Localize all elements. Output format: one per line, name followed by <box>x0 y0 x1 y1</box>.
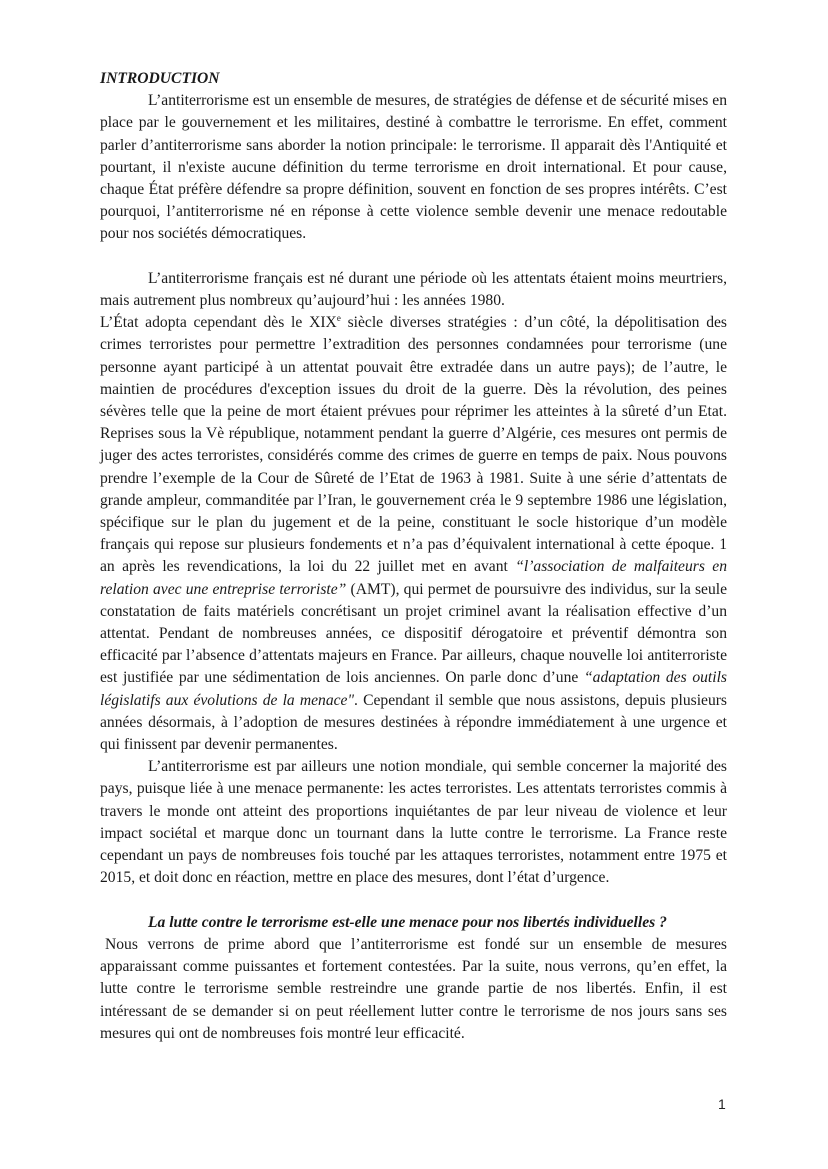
page-number: 1 <box>718 1096 726 1112</box>
history-text-c: (AMT), qui permet de poursuivre des individus, sur la seule constatation de faits matériels concrétisant un projet criminel avant la réalisation effective d’un attentat. Pendant de nombreuses années, ce dispositif dérogatoire et préventif démontra son efficacité par l’absence d’attentats majeurs en France. Par ailleurs, chaque nouvelle loi antiterroriste est justifiée par une sédimentation de lois anciennes. On parle donc d’une <box>100 580 728 687</box>
history-text-d: . Cependant il semble que nous assistons, depuis plusieurs années désormais, à l’adoption de mesures destinées à répondre immédiatement à une urgence et qui finissent par devenir permanentes. <box>100 691 728 754</box>
paragraph-origins: L’antiterrorisme français est né durant une période où les attentats étaient moins meurtriers, mais autrement plus nombreux qu’aujourd’hui : les années 1980. <box>100 269 727 310</box>
history-text-a: L’État adopta cependant dès le XIX <box>100 314 337 332</box>
paragraph-spacer <box>100 890 727 912</box>
paragraph-spacer <box>100 246 727 268</box>
section-heading: INTRODUCTION <box>100 70 220 87</box>
century-superscript: e <box>336 313 341 324</box>
paragraph-history <box>100 312 727 756</box>
problematic-question: La lutte contre le terrorisme est-elle une menace pour nos libertés individuelles ? <box>148 913 667 931</box>
paragraph-intro: L’antiterrorisme est un ensemble de mesures, de stratégies de défense et de sécurité mises en place par le gouvernement et les militaires, destiné à combattre le terrorisme. En effet, comment parler d’antiterrorisme sans aborder la notion principale: le terrorisme. Il apparait dès l'Antiquité et pourtant, il n'existe aucune définition du terme terrorisme en droit international. Et pour cause, chaque État préfère défendre sa propre définition, souvent en fonction de ses propres intérêts. C’est pourquoi, l’antiterrorisme né en réponse à cette violence semble devenir une menace redoutable pour nos sociétés démocratiques. <box>100 92 727 243</box>
document-page <box>100 68 727 1045</box>
history-text-b: siècle diverses stratégies : d’un côté, la dépolitisation des crimes terroristes pour permettre l’extradition des personnes condamnées pour terrorisme (une personne ayant participé à un attentat pouvait être extradée dans un autre pays); de l’autre, le maintien de procédures d'exception issues du droit de la guerre. Dès la révolution, des peines sévères telle que la peine de mort étaient prévues pour réprimer les atteintes à la sûreté d’un Etat. Reprises sous la Vè république, notamment pendant la guerre d’Algérie, ces mesures ont permis de juger des actes terroristes, considérés comme des crimes de guerre en temps de paix. Nous pouvons prendre l’exemple de la Cour de Sûreté de l’Etat de 1963 à 1981. Suite à une série d’attentats de grande ampleur, commanditée par l’Iran, le gouvernement créa le 9 septembre 1986 une législation, spécifique sur le plan du jugement et de la peine, constituant le socle historique d’un modèle français qui repose sur plusieurs fondements et n’a pas d’équivalent international à cette époque. 1 an après les revendications, la loi du 22 juillet met en avant <box>100 314 727 576</box>
paragraph-global: L’antiterrorisme est par ailleurs une notion mondiale, qui semble concerner la majorité des pays, puisque liée à une menace permanente: les actes terroristes. Les attentats terroristes commis à travers le monde ont atteint des proportions inquiétantes de par leur niveau de violence et leur impact sociétal et marque donc un tournant dans la lutte contre le terrorisme. La France reste cependant un pays de nombreuses fois touché par les attaques terroristes, notamment entre 1975 et 2015, et doit donc en réaction, mettre en place des mesures, dont l’état d’urgence. <box>100 758 727 887</box>
quote-adaptation: “adaptation des outils législatifs aux évolutions de la menace" <box>100 669 727 709</box>
quote-amt: “l’association de malfaiteurs en relation avec une entreprise terroriste” <box>100 558 727 598</box>
paragraph-plan: Nous verrons de prime abord que l’antiterrorisme est fondé sur un ensemble de mesures apparaissant comme puissantes et fortement contestées. Par la suite, nous verrons, qu’en effet, la lutte contre le terrorisme semble restreindre une grande partie de nos libertés. Enfin, il est intéressant de se demander si on peut réellement lutter contre le terrorisme de nos jours sans ses mesures qui ont de nombreuses fois montré leur efficacité. <box>100 935 727 1042</box>
